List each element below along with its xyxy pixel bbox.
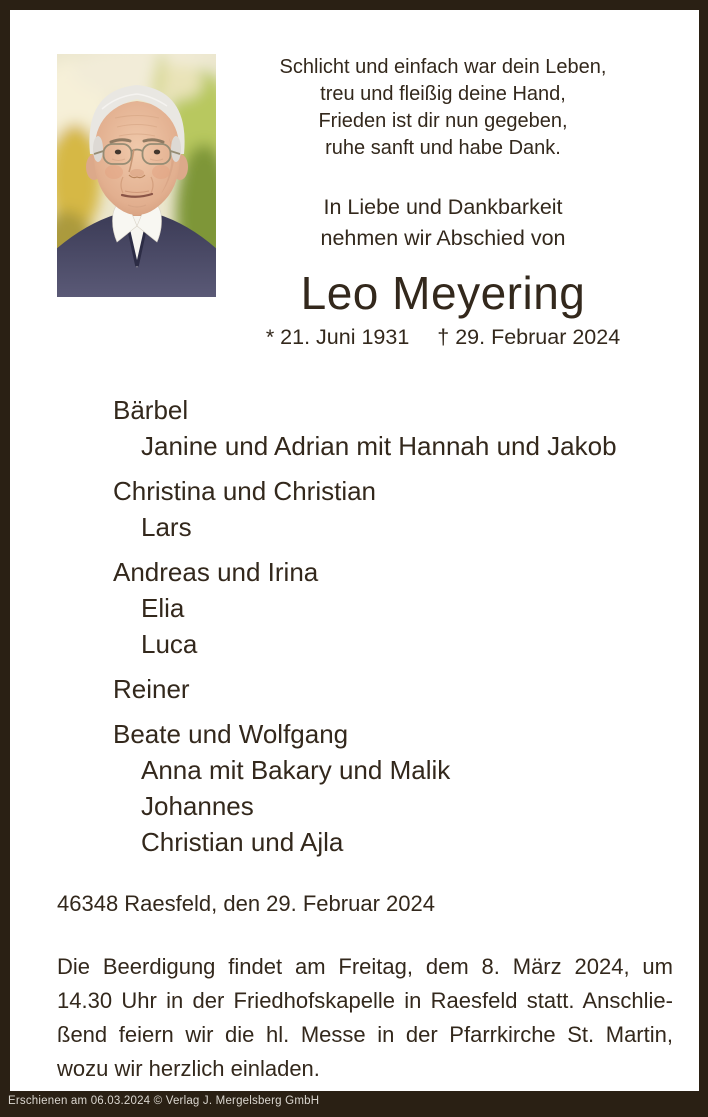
funeral-line: Die Beerdigung findet am Freitag, dem 8. März 2024, um	[57, 954, 673, 979]
mourner-line: Lars	[141, 512, 192, 542]
mourner-line: Beate und Wolfgang	[113, 719, 349, 749]
mourner-line: Johannes	[141, 791, 254, 821]
mourner-line: Janine und Adrian mit Hannah und Jakob	[141, 431, 617, 461]
birth-date: * 21. Juni 1931	[265, 325, 410, 349]
publisher-imprint: Erschienen am 06.03.2024 © Verlag J. Mergelsberg GmbH	[8, 1095, 320, 1107]
death-date: † 29. Februar 2024	[437, 325, 621, 349]
memorial-poem	[176, 54, 708, 162]
mourner-line: Bärbel	[113, 395, 189, 425]
funeral-line: 14.30 Uhr in der Friedhofskapelle in Raesfeld statt. Anschlie-	[57, 988, 673, 1013]
mourner-line: Luca	[141, 629, 198, 659]
life-dates	[176, 325, 708, 350]
funeral-info	[57, 950, 673, 1086]
funeral-line: wozu wir herzlich einladen.	[57, 1056, 320, 1081]
mourner-line: Christina und Christian	[113, 476, 377, 506]
place-date-line: 46348 Raesfeld, den 29. Februar 2024	[57, 891, 435, 916]
mourner-line: Andreas und Irina	[113, 557, 319, 587]
mourner-line: Christian und Ajla	[141, 827, 344, 857]
poem-line: ruhe sanft und habe Dank.	[325, 137, 561, 159]
mourners-list	[113, 392, 617, 860]
deceased-name: Leo Meyering	[300, 267, 586, 319]
farewell-intro	[176, 192, 708, 254]
funeral-line: ßend feiern wir die hl. Messe in der Pfarrkirche St. Martin,	[57, 1022, 673, 1047]
obituary-card	[10, 10, 699, 1091]
poem-line: treu und fleißig deine Hand,	[320, 83, 566, 105]
mourner-line: Elia	[141, 593, 185, 623]
mourner-line: Reiner	[113, 674, 190, 704]
header-block	[176, 54, 708, 350]
intro-line: In Liebe und Dankbarkeit	[323, 195, 563, 219]
intro-line: nehmen wir Abschied von	[320, 226, 566, 250]
mourner-line: Anna mit Bakary und Malik	[141, 755, 451, 785]
poem-line: Schlicht und einfach war dein Leben,	[279, 56, 607, 78]
poem-line: Frieden ist dir nun gegeben,	[318, 110, 568, 132]
